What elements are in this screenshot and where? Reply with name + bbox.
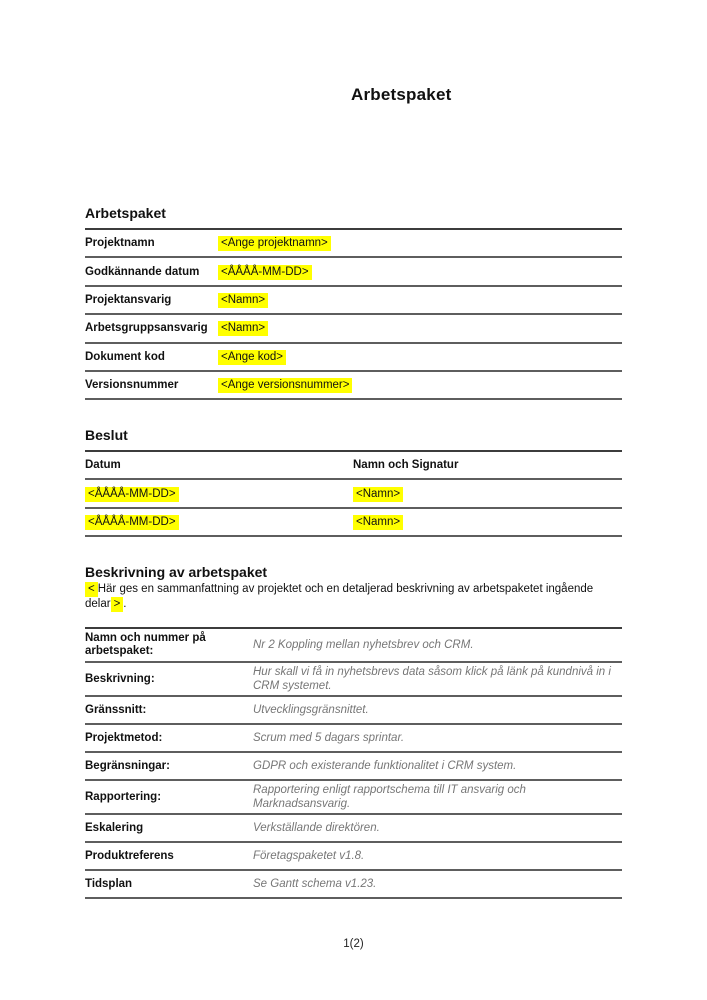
- field-label: Beskrivning:: [85, 672, 155, 685]
- field-value-cell: [218, 265, 622, 279]
- table-row: [85, 344, 622, 372]
- field-value-cell: [218, 293, 622, 307]
- field-value: Verkställande direktören.: [253, 822, 380, 834]
- intro-period: .: [123, 597, 127, 610]
- table-row: [85, 629, 622, 663]
- column-header-datum: Datum: [85, 459, 121, 472]
- section-arbetspaket: [85, 206, 622, 400]
- table-header-row: [85, 452, 622, 480]
- field-value-cell: [218, 350, 622, 364]
- field-label: Projektansvarig: [85, 293, 172, 306]
- field-value: Se Gantt schema v1.23.: [253, 878, 377, 890]
- namn-cell: [353, 487, 622, 501]
- field-label: Arbetsgruppsansvarig: [85, 322, 208, 335]
- column-header-namn: Namn och Signatur: [353, 459, 459, 472]
- field-label: Produktreferens: [85, 849, 174, 862]
- field-value: Företagspaketet v1.8.: [253, 850, 365, 862]
- intro-text: Här ges en sammanfattning av projektet och en detaljerad beskrivning av arbetspaketet ingående delar: [85, 583, 594, 610]
- field-placeholder: <Ange kod>: [218, 350, 286, 365]
- section-beskrivning: [85, 565, 622, 899]
- field-label: Versionsnummer: [85, 379, 179, 392]
- page-number: 1(2): [343, 938, 364, 950]
- table-row: [85, 725, 622, 753]
- table-row: [85, 663, 622, 697]
- table-row: [85, 815, 622, 843]
- table-row: [85, 753, 622, 781]
- description-table: [85, 627, 622, 899]
- section-beslut: [85, 428, 622, 537]
- datum-placeholder: <ÅÅÅÅ-MM-DD>: [85, 515, 179, 530]
- table-row: [85, 230, 622, 258]
- field-value: Rapportering enligt rapportschema till IT ansvarig och Marknadsansvarig.: [253, 784, 526, 810]
- field-label: Projektmetod:: [85, 731, 163, 744]
- field-label: Tidsplan: [85, 877, 133, 890]
- table-row: [85, 843, 622, 871]
- table-row: [85, 315, 622, 343]
- datum-cell: [85, 515, 353, 529]
- field-label: Namn och nummer på arbetspaket:: [85, 632, 206, 657]
- section-heading-beskrivning: Beskrivning av arbetspaket: [85, 564, 268, 580]
- field-label: Rapportering:: [85, 790, 162, 803]
- table-row: [85, 697, 622, 725]
- field-placeholder: <Ange versionsnummer>: [218, 378, 352, 393]
- info-table: [85, 228, 622, 400]
- field-label: Projektnamn: [85, 237, 155, 250]
- decision-table: [85, 450, 622, 537]
- field-value-cell: [218, 236, 622, 250]
- field-value: Scrum med 5 dagars sprintar.: [253, 732, 405, 744]
- field-label: Godkännande datum: [85, 265, 200, 278]
- intro-bracket-close: >: [111, 597, 124, 612]
- field-label: Eskalering: [85, 821, 144, 834]
- table-row: [85, 509, 622, 537]
- field-label: Begränsningar:: [85, 759, 170, 772]
- table-row: [85, 781, 622, 815]
- intro-paragraph: [85, 582, 616, 611]
- field-value-cell: [218, 378, 622, 392]
- field-label: Dokument kod: [85, 350, 165, 363]
- intro-bracket-open: <: [85, 582, 98, 597]
- datum-placeholder: <ÅÅÅÅ-MM-DD>: [85, 487, 179, 502]
- table-row: [85, 258, 622, 286]
- namn-placeholder: <Namn>: [353, 515, 403, 530]
- field-value: Hur skall vi få in nyhetsbrevs data såsom klick på länk på kundnivå in i CRM systemet.: [253, 666, 611, 692]
- field-placeholder: <Ange projektnamn>: [218, 236, 331, 251]
- field-value: Nr 2 Koppling mellan nyhetsbrev och CRM.: [253, 639, 474, 651]
- table-row: [85, 871, 622, 899]
- field-value: Utvecklingsgränsnittet.: [253, 704, 369, 716]
- field-value-cell: [218, 321, 622, 335]
- field-placeholder: <Namn>: [218, 321, 268, 336]
- section-heading-arbetspaket: Arbetspaket: [85, 205, 166, 221]
- table-row: [85, 372, 622, 400]
- table-row: [85, 480, 622, 508]
- field-label: Gränssnitt:: [85, 703, 147, 716]
- namn-placeholder: <Namn>: [353, 487, 403, 502]
- document-title: Arbetspaket: [351, 85, 452, 104]
- field-placeholder: <Namn>: [218, 293, 268, 308]
- field-placeholder: <ÅÅÅÅ-MM-DD>: [218, 265, 312, 280]
- table-row: [85, 287, 622, 315]
- field-value: GDPR och existerande funktionalitet i CRM system.: [253, 760, 517, 772]
- section-heading-beslut: Beslut: [85, 427, 128, 443]
- namn-cell: [353, 515, 622, 529]
- datum-cell: [85, 487, 353, 501]
